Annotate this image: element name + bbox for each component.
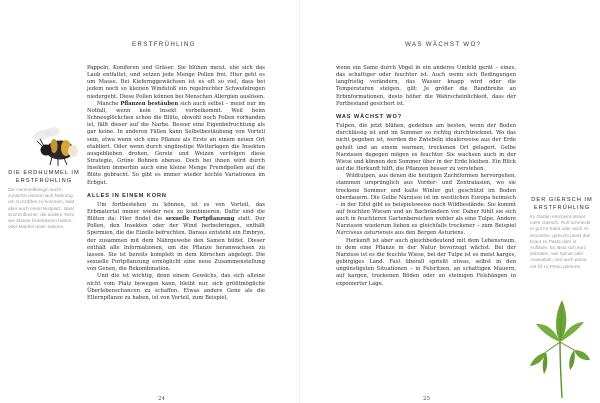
paragraph: Und die ist wichtig, denn einem Gewächs, das sich alleine nicht vom Platz bewegen kann, bleibt nur, sich größtmögliche Überlebenschancen zu schaffen. Etwas andere Gene als die Elternpflanze zu haben, ist von Vorteil, zum Beispiel, [87,273,265,301]
section-heading: WAS WÄCHST WO? [336,113,403,120]
page-number-right: 25 [423,396,430,402]
giersch-leaf-image [528,290,590,400]
sidebar-bumblebee [8,170,80,230]
paragraph: Tulpen, die jetzt blühen, gedeihen am besten, wenn der Boden durchlässig ist und im Sommer so richtig durchtrocknet. Wo das nicht gegeben ist, werden die Zwiebeln idealerweise aus der Erde geholt und an einem warmen, trockenen Ort gelagert. Gelbe Narzissen dagegen mögen es feuchter. Sie wachsen auch in der Wiese und können den Sommer über in der Erde bleiben. Ein Blick auf die Herkunft hilft, die Pflanzen besser zu verstehen. [336,123,516,173]
running-head-left: ERSTFRÜHLING [132,41,196,48]
paragraph: Manche Pflanzen bestäuben sich auch selbst – meist nur im Notfall, wenn kein Insekt vorbeikommt. Weil beim Schneeglöckchen schon die Blüte, obwohl noch Pollen vorhanden ist, fällt dieser auf die Narbe. Besser eine Eigenbefruchtung als gar keine. In anderen Fällen kann Selbstbestäubung von Vorteil sein, etwa wenn sich eine Pflanze als Erste an einem neuen Ort etabliert. Oder wenn durch ungünstige Wetterlagen die Insekten ausgeblieben drohen. Gerste und Weizen verfolgen diese Strategie, Grüne Bohnen ebenso. Doch bei ihnen wird durch Insekten immerhin auch eine kleine Menge Fremdpollen auf die Blüte gebracht. So gibt es immer wieder leichte Variationen im Erbgut. [87,100,265,186]
page-number-left: 24 [158,396,165,402]
page-gutter [299,0,300,403]
sidebar-caption: Im Garten erscheint immer mehr Giersch. Roh schmeckt er gut im Salat oder auch im Smoothie, gekocht passt das Kraut zu Pasta oder in Aufläufe. Es lässt sich kurz anbraten, wie Spinat oder Asiasalate, und auch prima mit Öl zu Pesto pürieren. [530,214,591,269]
sidebar-title: DER GIERSCH IM ERSTFRÜHLING [531,197,593,211]
left-main-text [87,65,265,302]
sidebar-title: DIE ERDHUMMEL IM ERSTFRÜHLING [8,170,80,184]
sidebar-giersch [530,197,594,270]
running-head-right: WAS WÄCHST WO? [405,41,482,48]
paragraph: Wildtulpen, aus denen die heutigen Zuchtformen hervorgehen, stammen ursprünglich aus Vorder- und Zentralasien, wo sie trockene Sommer und kalte Winter gut geschützt im Boden überdauern. Die Gelbe Narzisse ist im westlichen Europa heimisch – in der Eifel gibt es beispielsweise noch Wildbestände. Sie kommt auf feuchten Wiesen und an Bachrändern vor. Daher fühlt sie sich auch in feuchteren Gartenbereichen wohler als eine Tulpe. Andere Narzissen wiederum lieben es gleichfalls trockener – zum Beispiel Narcissus asturiensis aus den Bergen Asturiens. [336,173,516,237]
right-main-text [336,65,516,288]
paragraph: Pappeln, Koniferen und Gräser. Sie blühen meist, ehe sich das Laub entfaltet, und setzen jede Menge Pollen frei. Hier geht es um Masse. Bei Kiefernggewächsen ist es oft so viel, dass bei jedem noch so kleinen Windstoß ein regelrechter Schwefelregen niedergeht. Diese Pollen können bei Menschen Allergien auslösen. [87,65,265,100]
bumblebee-image [30,124,82,168]
sidebar-caption: Die Hummelkönigin sucht zunächst einmal nach Nahrung, um zu Kräften zu kommen, bald aber auch einen Nistplatz. Ideal sind Erdlöcher, die andere Tiere wie Mäuse hinterlassen haben, oder Mulden unter Steinen. [8,187,75,230]
section-heading: ALLES IN EINEM KORN [87,192,167,199]
paragraph: wenn ein Same durch Vögel in ein anderes Umfeld gerät – eines, das schattiger oder feuchter ist. Auch wenn sich Bedingungen langfristig verändern, das Wasser knapp wird oder die Temperaturen steigen, gilt: Je größer die Bandbreite an Erbinformationen, desto höher die Wahrscheinlichkeit, dass der Fortbestand gesichert ist. [336,65,516,107]
paragraph: Herkunft ist aber auch gleichbedeutend mit dem Lebensraum, in dem eine Pflanze in der Natur bevorzugt wächst. Bei der Narzisse ist es die feuchte Wiese, bei der Tulpe ist es meist karges, gebirgiges Land. Fast überall sprießt etwas, selbst in den ungünstigsten Situationen – in Felsritzen, an schattigen Mauern, auf kargen, trockenen Böden oder an steinigen Felshängen in exponierter Lage. [336,237,516,287]
paragraph: Um fortbestehen zu können, ist es von Vorteil, das Erbmaterial immer wieder neu zu kombinieren. Dafür sind die Blüten da: Hier findet die sexuelle Fortpflanzung statt. Der Pollen, den Insekten oder der Wind herbeibringen, enthält Spermien, die die Eizelle befruchten. Daraus entsteht ein Embryo, der zusammen mit dem Nährgewebe den Samen bildet. Dieser enthält alle Informationen, um die Pflanze heranwachsen zu lassen. Sie ist bereits komplett in dem Körnchen angelegt. Die sexuelle Fortpflanzung ermöglicht eine neue Zusammenstellung von Genen, die Rekombination. [87,201,265,273]
